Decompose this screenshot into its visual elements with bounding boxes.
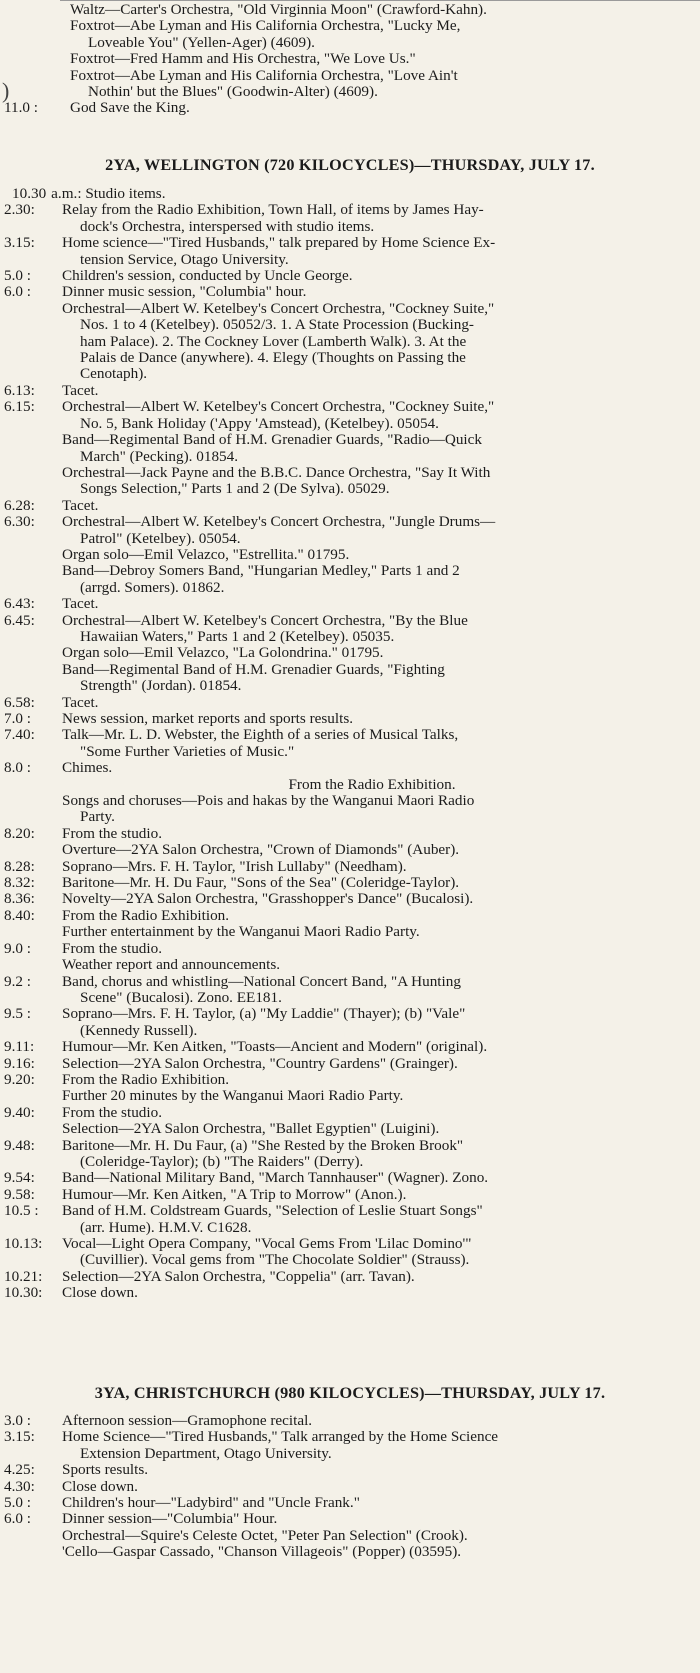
programme-line [0,399,700,415]
programme-line [0,1528,700,1544]
programme-time: 3.0 : [4,1412,32,1429]
programme-time: 9.58: [4,1185,35,1203]
programme-text: Band, chorus and whistling—National Concert Band, "A Hunting [62,972,461,990]
programme-line [0,252,700,268]
programme-text: Humour—Mr. Ken Aitken, "A Trip to Morrow" (Anon.). [62,1185,407,1203]
programme-text: a.m.: Studio items. [51,185,166,202]
programme-line [0,1056,700,1072]
programme-text: God Save the King. [70,99,190,117]
programme-text: Sports results. [62,1461,149,1479]
programme-line [0,645,700,661]
programme-text: (arr. Hume). H.M.V. C1628. [80,1218,252,1236]
programme-text: Nothin' but the Blues" (Goodwin-Alter) (4609). [88,83,378,101]
programme-text: Soprano—Mrs. F. H. Taylor, (a) "My Laddie" (Thayer); (b) "Vale" [62,1005,466,1023]
programme-line [0,1072,700,1088]
programme-line [0,465,700,481]
programme-text: Selection—2YA Salon Orchestra, "Country Gardens" (Grainger). [62,1054,458,1072]
programme-line [0,432,700,448]
programme-time: 8.40: [4,906,35,924]
programme-line [0,18,700,34]
programme-time: 4.30: [4,1477,35,1495]
programme-time: 9.48: [4,1136,35,1154]
programme-text: (Kennedy Russell). [80,1021,198,1039]
programme-text: Orchestral—Squire's Celeste Octet, "Peter Pan Selection" (Crook). [62,1526,468,1544]
programme-text: Dinner session—"Columbia" Hour. [62,1510,278,1528]
programme-time: 7.40: [4,726,35,744]
programme-text: From the Radio Exhibition. [288,775,456,793]
programme-text: From the studio. [62,824,162,842]
programme-time: 10.13: [4,1235,43,1252]
programme-text: Foxtrot—Abe Lyman and His California Orchestra, "Love Ain't [70,66,458,84]
programme-text: From the Radio Exhibition. [62,906,230,924]
programme-line [0,100,700,116]
programme-line [0,481,700,497]
programme-text: Orchestral—Albert W. Ketelbey's Concert Orchestra, "Jungle Drums— [62,513,496,531]
programme-line [0,514,700,530]
programme-text: Band of H.M. Coldstream Guards, "Selection of Leslie Stuart Songs" [62,1202,483,1220]
programme-text: Cenotaph). [80,365,148,383]
programme-text: Further 20 minutes by the Wanganui Maori Radio Party. [62,1087,404,1105]
programme-line [0,974,700,990]
programme-line [0,1039,700,1055]
programme-line [0,68,700,84]
christchurch-programme [0,1413,700,1561]
programme-line [0,1187,700,1203]
programme-text: Waltz—Carter's Orchestra, "Old Virginnia Moon" (Crawford-Kahn). [70,1,487,18]
programme-text: Baritone—Mr. H. Du Faur, "Sons of the Sea" (Coleridge-Taylor). [62,874,460,892]
programme-time: 10.21: [4,1267,43,1285]
programme-text: Orchestral—Albert W. Ketelbey's Concert Orchestra, "Cockney Suite," [62,299,495,317]
programme-text: Soprano—Mrs. F. H. Taylor, "Irish Lullaby" (Needham). [62,857,407,875]
programme-line [0,990,700,1006]
programme-text: "Some Further Varieties of Music." [80,742,295,760]
programme-time: 9.11: [4,1038,35,1056]
programme-line [0,1462,700,1478]
programme-text: Children's session, conducted by Uncle George. [62,267,353,285]
programme-time: 5.0 : [4,267,32,285]
programme-line [0,219,700,235]
programme-line [0,1220,700,1236]
programme-text: No. 5, Bank Holiday ('Appy 'Amstead), (Ketelbey). 05054. [80,414,439,432]
programme-line [0,596,700,612]
programme-time: 10.30 [12,185,47,202]
previous-programme-continuation [0,2,700,117]
programme-text: Nos. 1 to 4 (Ketelbey). 05052/3. 1. A State Procession (Bucking- [80,316,474,334]
programme-text: Orchestral—Albert W. Ketelbey's Concert Orchestra, "Cockney Suite," [62,398,495,416]
programme-time: 3.15: [4,234,35,252]
programme-text: Organ solo—Emil Velazco, "La Golondrina." 01795. [62,644,384,662]
programme-time: 8.28: [4,857,35,875]
programme-line [0,891,700,907]
programme-time: 9.16: [4,1054,35,1072]
programme-text: Vocal—Light Opera Company, "Vocal Gems From 'Lilac Domino'" [62,1235,472,1252]
programme-time: 9.54: [4,1169,35,1187]
programme-text: Orchestral—Jack Payne and the B.B.C. Dance Orchestra, "Say It With [62,463,491,481]
programme-time: 5.0 : [4,1494,32,1512]
programme-line [0,301,700,317]
programme-time: 8.0 : [4,759,32,777]
programme-text: Humour—Mr. Ken Aitken, "Toasts—Ancient and Modern" (original). [62,1038,488,1056]
programme-line [0,859,700,875]
programme-text: Home Science—"Tired Husbands," Talk arranged by the Home Science [62,1428,499,1446]
programme-line [0,268,700,284]
programme-line [0,1413,700,1429]
programme-line [0,924,700,940]
programme-text: Extension Department, Otago University. [80,1444,332,1462]
programme-text: (arrgd. Somers). 01862. [80,578,225,596]
programme-line [0,711,700,727]
programme-line [0,1544,700,1560]
programme-time: 9.2 : [4,972,32,990]
programme-line [0,202,700,218]
programme-text: ham Palace). 2. The Cockney Lover (Lamberth Walk). 3. At the [80,332,467,350]
programme-line [0,842,700,858]
programme-line [0,416,700,432]
programme-text: Further entertainment by the Wanganui Maori Radio Party. [62,923,420,941]
programme-time: 8.20: [4,824,35,842]
programme-text: Children's hour—"Ladybird" and "Uncle Frank." [62,1494,360,1512]
programme-text: Chimes. [62,759,113,777]
programme-line [0,1252,700,1268]
programme-text: Afternoon session—Gramophone recital. [62,1412,313,1429]
programme-line [0,1511,700,1527]
programme-line [0,826,700,842]
programme-time: 8.32: [4,874,35,892]
programme-text: 'Cello—Gaspar Cassado, "Chanson Villageois" (Popper) (03595). [62,1543,462,1561]
programme-text: Band—Regimental Band of H.M. Grenadier Guards, "Radio—Quick [62,431,482,449]
programme-line [0,35,700,51]
programme-time: 4.25: [4,1461,35,1479]
programme-text: Selection—2YA Salon Orchestra, "Ballet Egyptien" (Luigini). [62,1120,440,1138]
programme-time: 6.15: [4,398,35,416]
programme-text: Tacet. [62,693,99,711]
programme-line [0,695,700,711]
programme-text: tension Service, Otago University. [80,250,289,268]
programme-text: From the Radio Exhibition. [62,1070,230,1088]
programme-text: Band—Regimental Band of H.M. Grenadier Guards, "Fighting [62,660,445,678]
programme-line [0,809,700,825]
programme-text: From the studio. [62,939,162,957]
programme-line [0,531,700,547]
programme-line [0,678,700,694]
programme-text: Tacet. [62,381,99,399]
programme-text: Baritone—Mr. H. Du Faur, (a) "She Rested by the Broken Brook" [62,1136,464,1154]
programme-text: Overture—2YA Salon Orchestra, "Crown of Diamonds" (Auber). [62,841,460,859]
programme-text: Selection—2YA Salon Orchestra, "Coppelia" (arr. Tavan). [62,1267,415,1285]
programme-time: 6.0 : [4,283,32,301]
programme-text: (Cuvillier). Vocal gems from "The Chocolate Soldier" (Strauss). [80,1251,470,1269]
programme-text: Songs and choruses—Pois and hakas by the Wanganui Maori Radio [62,792,475,810]
programme-time: 6.13: [4,381,35,399]
programme-text: Strength" (Jordan). 01854. [80,677,242,695]
programme-text: (Coleridge-Taylor); (b) "The Raiders" (Derry). [80,1152,364,1170]
programme-line [0,875,700,891]
programme-line [0,727,700,743]
programme-line [0,1170,700,1186]
programme-text: Dinner music session, "Columbia" hour. [62,283,307,301]
programme-line [0,1269,700,1285]
programme-line [0,334,700,350]
programme-text: March" (Pecking). 01854. [80,447,239,465]
programme-line [0,235,700,251]
programme-line [0,547,700,563]
programme-time: 6.43: [4,595,35,613]
programme-text: Novelty—2YA Salon Orchestra, "Grasshopper's Dance" (Bucalosi). [62,890,474,908]
programme-time: 3.15: [4,1428,35,1446]
programme-time: 11.0 : [4,99,39,117]
programme-text: Foxtrot—Abe Lyman and His California Orchestra, "Lucky Me, [70,17,461,35]
programme-text: Weather report and announcements. [62,956,281,974]
programme-line [0,1429,700,1445]
programme-time: 6.45: [4,611,35,629]
programme-line [0,1105,700,1121]
programme-line [0,629,700,645]
programme-line [0,1121,700,1137]
programme-line [0,498,700,514]
programme-line [0,1138,700,1154]
programme-text: Orchestral—Albert W. Ketelbey's Concert Orchestra, "By the Blue [62,611,468,629]
programme-text: Songs Selection," Parts 1 and 2 (De Sylva). 05029. [80,480,390,498]
programme-line [0,1088,700,1104]
programme-line [0,1236,700,1252]
wellington-programme [0,186,700,1302]
programme-line [0,350,700,366]
programme-line [0,777,700,793]
programme-line [0,366,700,382]
programme-text: Loveable You" (Yellen-Ager) (4609). [88,33,315,51]
programme-line [0,744,700,760]
programme-text: Patrol" (Ketelbey). 05054. [80,529,241,547]
programme-text: dock's Orchestra, interspersed with studio items. [80,217,375,235]
programme-text: From the studio. [62,1103,162,1121]
programme-text: Hawaiian Waters," Parts 1 and 2 (Ketelbey). 05035. [80,627,395,645]
programme-line [0,449,700,465]
programme-line [0,1154,700,1170]
programme-line [0,662,700,678]
programme-line [0,1285,700,1301]
programme-line [0,1479,700,1495]
programme-text: Tacet. [62,496,99,514]
programme-line [0,760,700,776]
programme-time: 6.0 : [4,1510,32,1528]
programme-line [0,51,700,67]
programme-line [0,793,700,809]
programme-line [0,1203,700,1219]
programme-line [0,1023,700,1039]
programme-time: 7.0 : [4,710,32,727]
programme-line [0,78,700,103]
programme-time: 9.5 : [4,1005,32,1023]
programme-line [0,317,700,333]
programme-text: Scene" (Bucalosi). Zono. EE181. [80,988,282,1006]
programme-text: Relay from the Radio Exhibition, Town Hall, of items by James Hay- [62,201,484,219]
programme-time: 6.28: [4,496,35,514]
programme-text: Band—National Military Band, "March Tannhauser" (Wagner). Zono. [62,1169,489,1187]
programme-line [0,284,700,300]
programme-time: 10.5 : [4,1202,39,1220]
programme-line [0,2,700,18]
programme-time: 9.40: [4,1103,35,1121]
programme-line [0,186,700,202]
programme-text: Foxtrot—Fred Hamm and His Orchestra, "We Love Us." [70,50,416,68]
programme-line [0,1446,700,1462]
programme-line [0,1495,700,1511]
programme-text: Organ solo—Emil Velazco, "Estrellita." 01795. [62,545,350,563]
programme-line [0,613,700,629]
programme-time: 6.58: [4,693,35,711]
programme-line [0,941,700,957]
programme-line [0,957,700,973]
programme-text: Close down. [62,1284,138,1302]
programme-text: Band—Debroy Somers Band, "Hungarian Medley," Parts 1 and 2 [62,562,460,580]
programme-line [0,1006,700,1022]
programme-line [0,908,700,924]
wellington-heading: 2YA, WELLINGTON (720 KILOCYCLES)—THURSDAY, JULY 17. [105,156,595,174]
programme-line [0,563,700,579]
christchurch-heading: 3YA, CHRISTCHURCH (980 KILOCYCLES)—THURSDAY, JULY 17. [94,1384,606,1402]
programme-time: 8.36: [4,890,35,908]
programme-line [0,580,700,596]
programme-text: Party. [80,808,115,826]
programme-text: Tacet. [62,595,99,613]
programme-time: 10.30: [4,1284,43,1302]
programme-time: 9.20: [4,1070,35,1088]
programme-line [0,383,700,399]
programme-time: 6.30: [4,513,35,531]
programme-text: Close down. [62,1477,138,1495]
programme-time: 9.0 : [4,939,32,957]
programme-text: Home science—"Tired Husbands," talk prepared by Home Science Ex- [62,234,496,252]
programme-text: Talk—Mr. L. D. Webster, the Eighth of a series of Musical Talks, [62,726,459,744]
programme-text: News session, market reports and sports results. [62,710,354,727]
margin-mark: ) [2,78,10,103]
programme-text: Palais de Dance (anywhere). 4. Elegy (Thoughts on Passing the [80,349,466,367]
programme-time: 2.30: [4,201,35,219]
